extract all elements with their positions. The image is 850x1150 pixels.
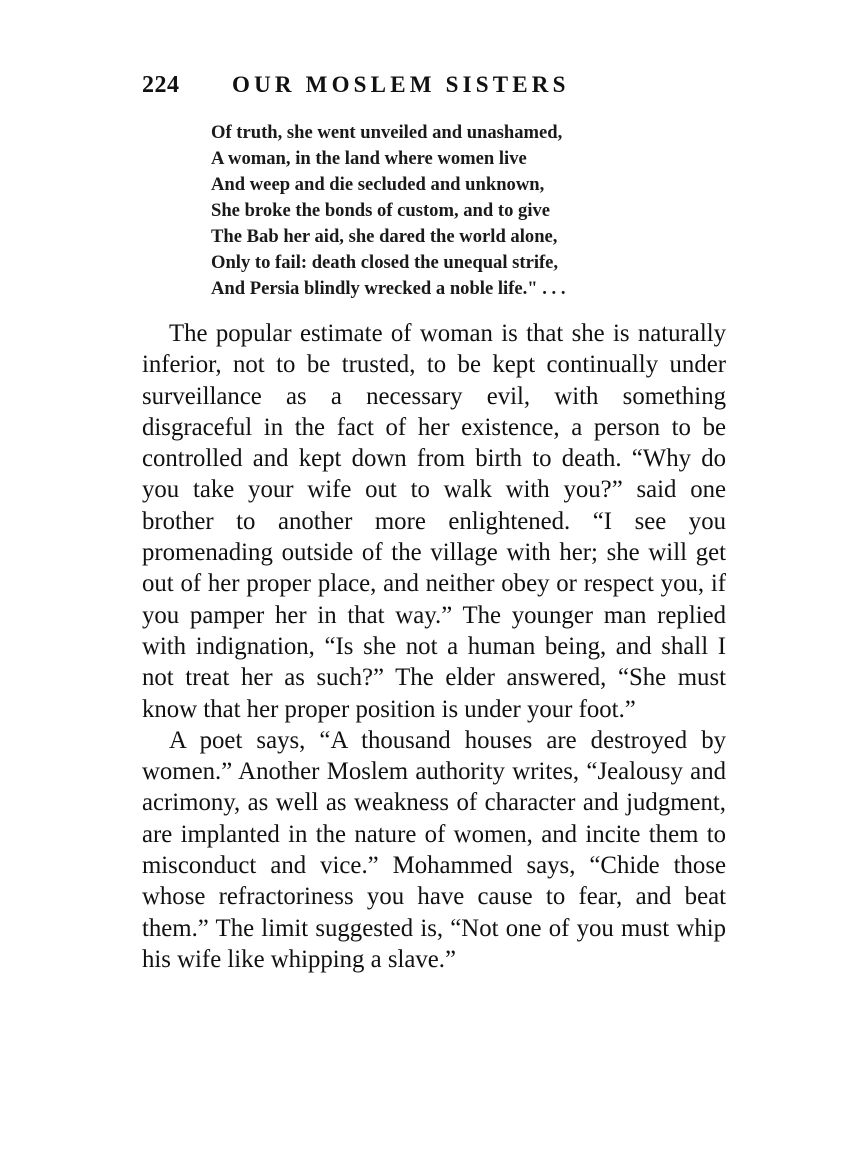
poem-line: Of truth, she went unveiled and unashamed, <box>211 122 563 143</box>
paragraph-poet-says: A poet says, “A thousand houses are destroyed by women.” Another Moslem authority writes, “Jealousy and acrimony, as well as weakness of character and judgment, are implanted in the nature of women, and incite them to misconduct and vice.” Mohammed says, “Chide those whose refractoriness you have cause to fear, and beat them.” The limit suggested is, “Not one of you must whip his wife like whipping a slave.” <box>142 726 726 973</box>
poem-line: Only to fail: death closed the unequal strife, <box>211 252 559 273</box>
body-text <box>142 318 726 975</box>
poem-line: And Persia blindly wrecked a noble life." . . . <box>211 278 566 299</box>
poem-line: And weep and die secluded and unknown, <box>211 174 545 195</box>
poem-line: A woman, in the land where women live <box>211 148 527 169</box>
paragraph-popular-estimate: The popular estimate of woman is that she is naturally inferior, not to be trusted, to be kept continually under surveillance as a necessary evil, with something disgraceful in the fact of her existence, a person to be controlled and kept down from birth to death. “Why do you take your wife out to walk with you?” said one brother to another more enlightened. “I see you promenading outside of the village with her; she will get out of her proper place, and neither obey or respect you, if you pamper her in that way.” The younger man replied with indignation, “Is she not a human being, and shall I not treat her as such?” The elder answered, “She must know that her proper position is under your foot.” <box>142 320 726 723</box>
poem-excerpt <box>211 120 566 302</box>
poem-line: The Bab her aid, she dared the world alone, <box>211 226 558 247</box>
poem-line: She broke the bonds of custom, and to give <box>211 200 551 221</box>
page-number: 224 <box>142 72 180 98</box>
running-title: OUR MOSLEM SISTERS <box>232 72 570 97</box>
page-header <box>142 72 570 99</box>
